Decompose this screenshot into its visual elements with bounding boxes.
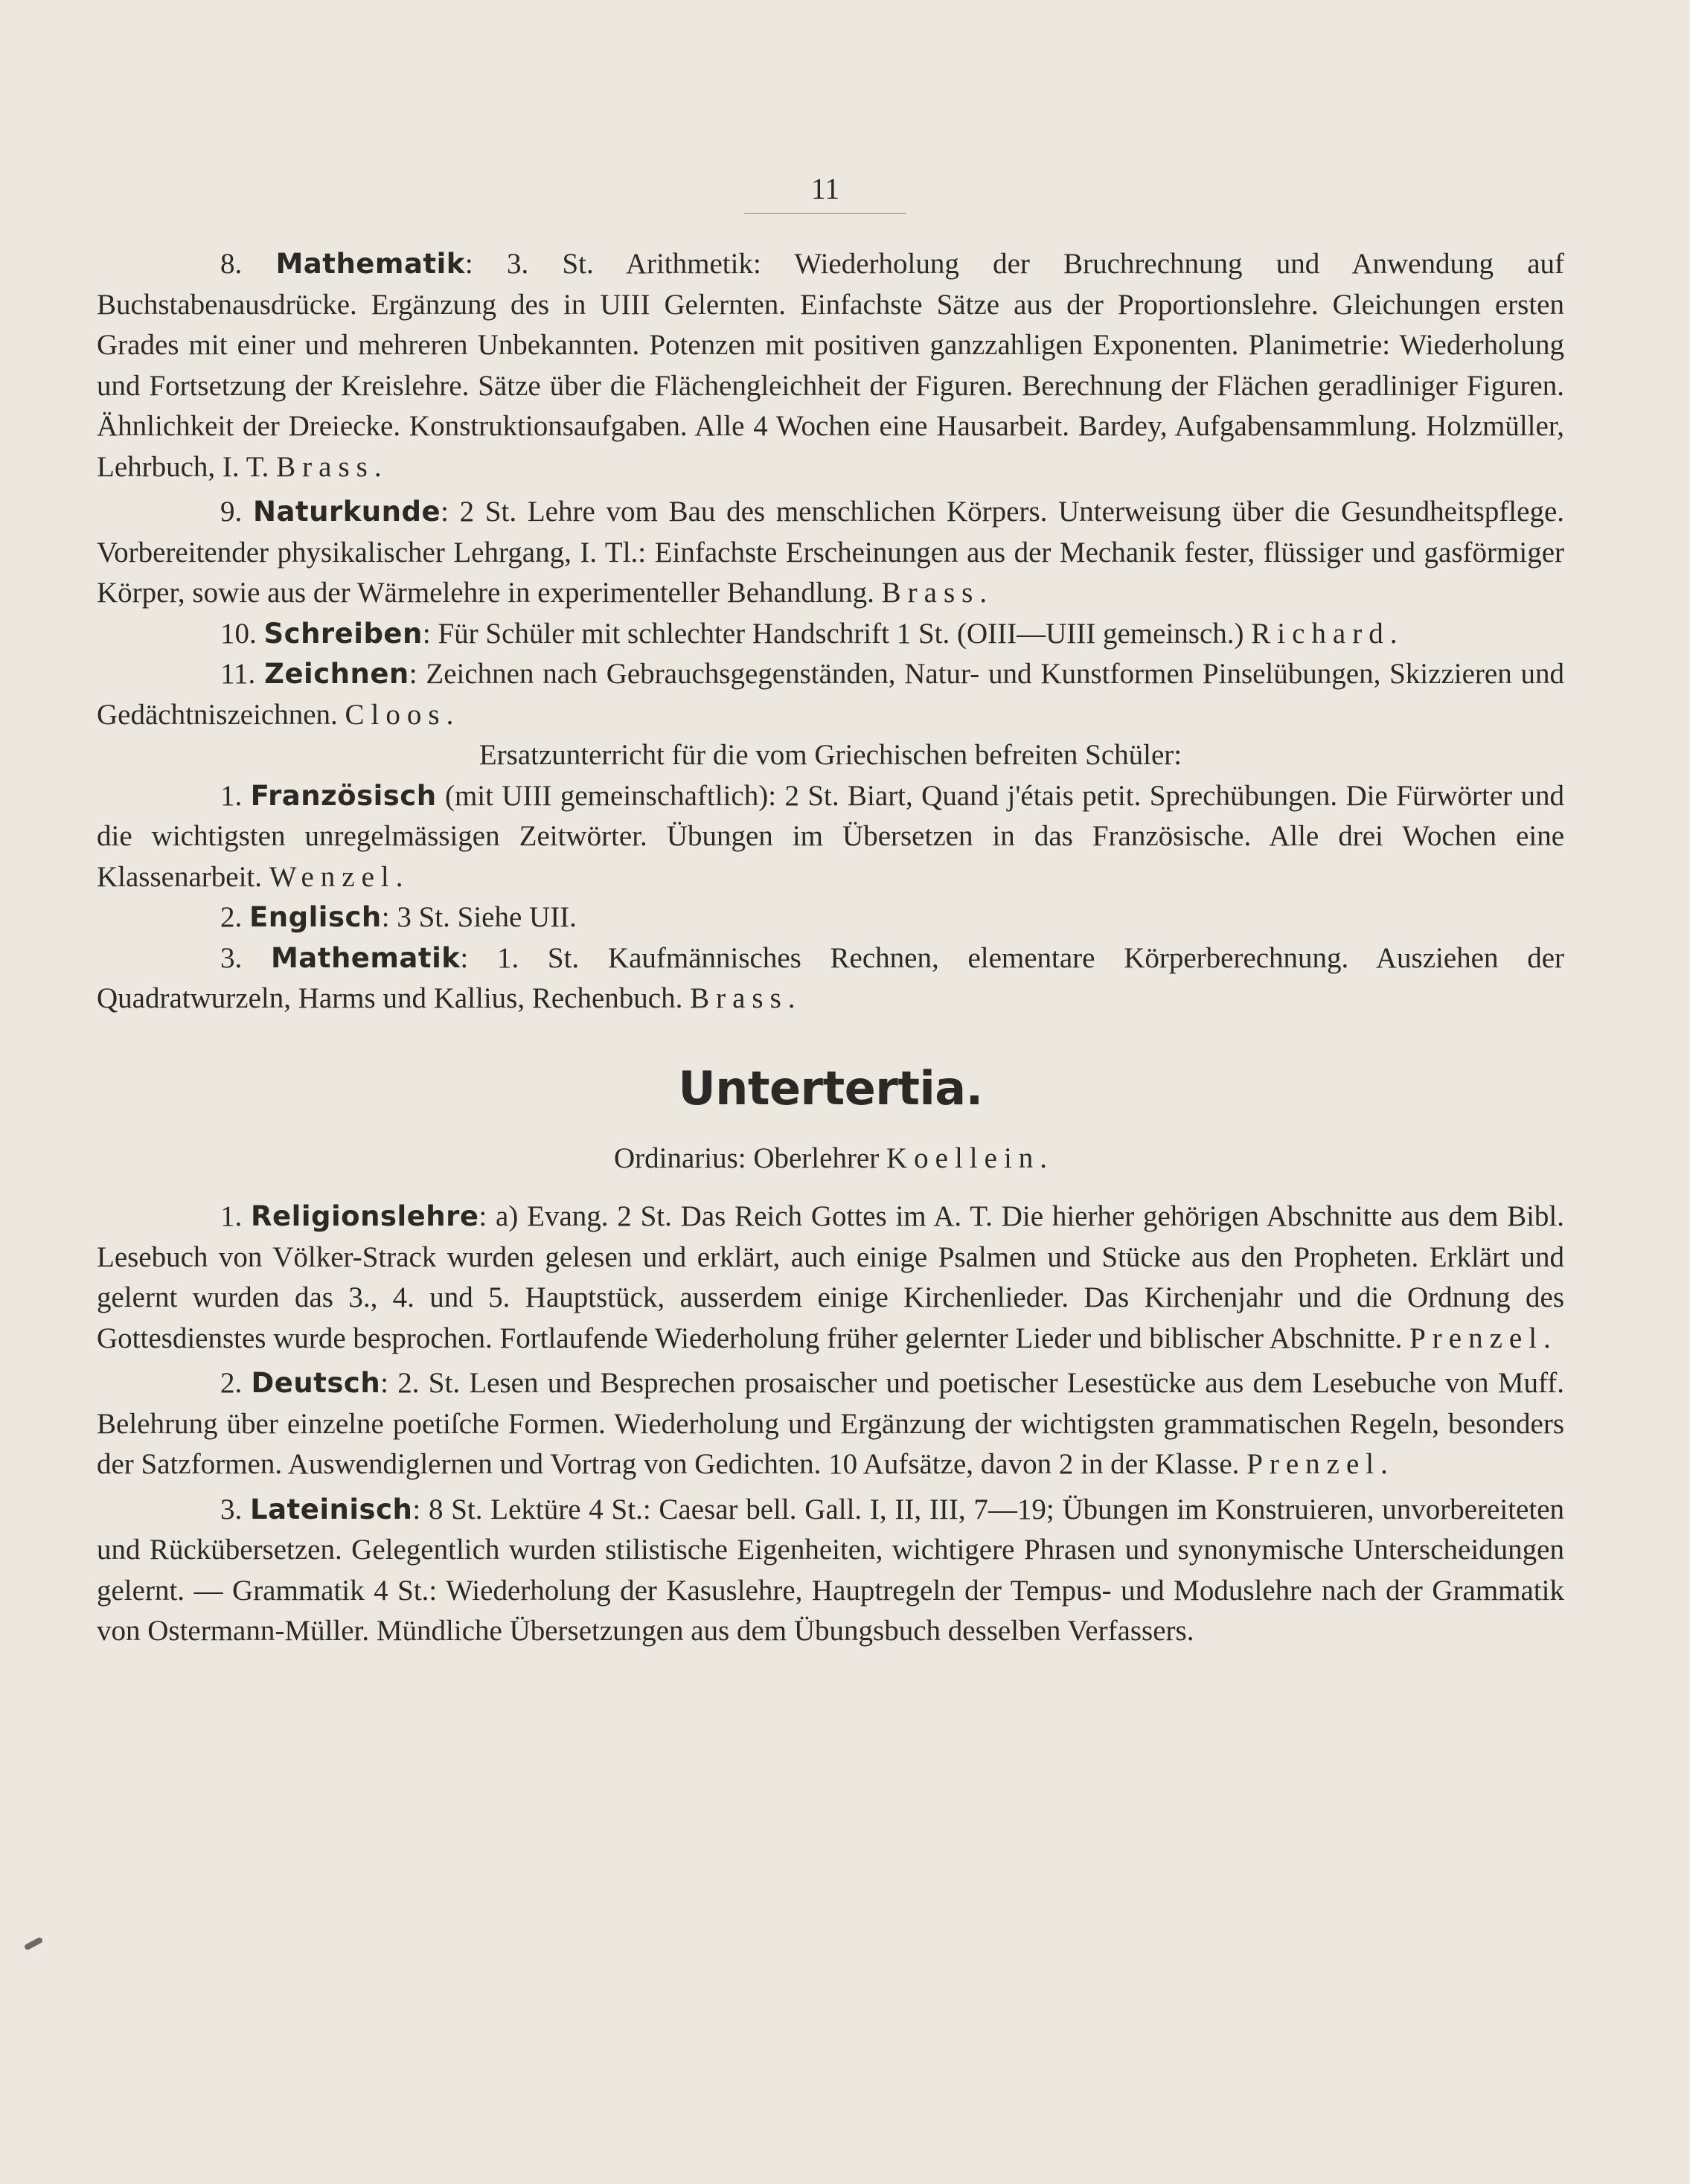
punctuation: . <box>1389 617 1398 650</box>
item-number: 9. <box>220 496 243 528</box>
punctuation: . <box>1543 1322 1551 1354</box>
separator: : <box>380 1367 389 1399</box>
paragraph-text: 2. St. Lesen und Besprechen prosaischer und poetischer Lesestücke aus dem Lesebuche von Muff. Belehrung über einzelne poetiſche Formen. Wiederholung und Ergänzung der wichtigsten grammatischen Regeln, besonders der Satzformen. Auswendiglernen und Vortrag von Gedichten. 10 Aufsätze, davon 2 in der Klasse. <box>97 1367 1565 1480</box>
subject-heading: Mathematik <box>270 941 461 974</box>
separator: : <box>409 658 417 690</box>
item-number: 11. <box>220 658 256 690</box>
item-number: 3. <box>220 1493 243 1525</box>
ordinarius-label: Ordinarius: Oberlehrer <box>613 1141 886 1174</box>
subject-heading: Schreiben <box>263 617 423 650</box>
item-number: 3. <box>220 941 243 974</box>
item-number: 1. <box>220 1200 243 1232</box>
subject-heading: Französisch <box>250 779 437 812</box>
margin-pencil-mark <box>24 1936 44 1950</box>
paragraph-englisch <box>97 897 1564 938</box>
separator: : <box>464 248 473 280</box>
teacher-name: Brass <box>276 450 374 483</box>
separator: : <box>422 617 431 650</box>
paragraph-text: 8 St. Lektüre 4 St.: Caesar bell. Gall. I, II, III, 7—19; Übungen im Konstruieren, unvorbereiteten und Rückübersetzen. Gelegentlich wurden stilistische Eigenheiten, wichtigere Phrasen und synonymische Unterscheidungen gelernt. — Grammatik 4 St.: Wiederholung der Kasuslehre, Hauptregeln der Tempus- und Moduslehre nach der Grammatik von Ostermann-Müller. Mündliche Übersetzungen aus dem Übungsbuch desselben Verfassers. <box>97 1493 1564 1647</box>
paragraph-mathematik-ersatz <box>97 938 1564 1019</box>
punctuation: . <box>787 982 796 1014</box>
punctuation: . <box>395 860 403 893</box>
paragraph-text: a) Evang. 2 St. Das Reich Gottes im A. T. Die hierher gehörigen Abschnitte aus dem Bibl. Lesebuch von Völker-Strack wurden gelesen und erklärt, auch einige Psalmen und Stücke aus den Propheten. Erklärt und gelernt wurden das 3., 4. und 5. Hauptstück, ausserdem einige Kirchenlieder. Das Kirchenjahr und die Ordnung des Gottesdienstes wurde besprochen. Fortlaufende Wiederholung früher gelernter Lieder und biblischer Abschnitte. <box>97 1200 1565 1354</box>
ordinarius-line <box>97 1139 1564 1179</box>
subject-heading: Zeichnen <box>264 658 409 690</box>
section-heading: Untertertia. <box>678 1060 983 1115</box>
separator: : <box>412 1493 421 1525</box>
paragraph-text: 3. St. Arithmetik: Wiederholung der Bruchrechnung und Anwendung auf Buchstabenausdrücke. Ergänzung des in UIII Gelernten. Einfachste Sätze aus der Proportionslehre. Gleichungen ersten Grades mit einer und mehreren Unbekannten. Potenzen mit positiven ganzzahligen Exponenten. Planimetrie: Wiederholung und Fortsetzung der Kreislehre. Sätze über die Flächengleichheit der Figuren. Berechnung der Flächen geradliniger Figuren. Ähnlichkeit der Dreiecke. Konstruktionsaufgaben. Alle 4 Wochen eine Hausarbeit. Bardey, Aufgabensammlung. Holzmüller, Lehrbuch, I. T. <box>97 248 1565 483</box>
separator: : <box>381 901 390 933</box>
page-body <box>97 244 1564 1652</box>
paragraph-text: 3 St. Siehe UII. <box>389 901 577 933</box>
paragraph-deutsch <box>97 1363 1564 1485</box>
teacher-name: Brass <box>690 982 788 1014</box>
paragraph-schreiben <box>97 614 1564 655</box>
item-number: 2. <box>220 901 243 933</box>
ersatz-intro: Ersatzunterricht für die vom Griechischen befreiten Schüler: <box>478 739 1182 771</box>
paragraph-text: (mit UIII gemeinschaftlich): 2 St. Biart, Quand j'étais petit. Sprechübungen. Die Fürwörter und die wichtigsten unregelmässigen Zeitwörter. Übungen im Übersetzen in das Französische. Alle drei Wochen eine Klassenarbeit. <box>97 779 1565 893</box>
item-number: 2. <box>220 1367 243 1399</box>
page-number: 11 <box>744 173 906 214</box>
item-number: 10. <box>220 617 257 650</box>
punctuation: . <box>1380 1448 1388 1480</box>
subject-heading: Mathematik <box>275 248 465 280</box>
paragraph-text: 1. St. Kaufmännisches Rechnen, elementare Körperberechnung. Ausziehen der Quadratwurzeln, Harms und Kallius, Rechenbuch. <box>97 941 1564 1014</box>
paragraph-text: Für Schüler mit schlechter Handschrift 1 St. (OIII—UIII gemeinsch.) <box>430 617 1252 650</box>
subject-heading: Religionslehre <box>251 1200 479 1232</box>
paragraph-franzoesisch <box>97 776 1564 898</box>
item-number: 1. <box>220 779 243 812</box>
teacher-name: Richard <box>1251 617 1390 650</box>
subject-heading: Naturkunde <box>252 496 441 528</box>
punctuation: . <box>1040 1141 1048 1174</box>
subject-heading: Deutsch <box>251 1367 381 1399</box>
punctuation: . <box>979 577 988 609</box>
paragraph-text: Zeichnen nach Gebrauchsgegenständen, Natur- und Kunstformen Pinselübungen, Skizzieren und Gedächtniszeichnen. <box>97 658 1564 731</box>
paragraph-zeichnen <box>97 654 1564 735</box>
punctuation: . <box>446 698 454 731</box>
separator: : <box>478 1200 487 1232</box>
item-number: 8. <box>220 248 243 280</box>
separator: : <box>460 941 469 974</box>
subject-heading: Englisch <box>249 901 382 933</box>
paragraph-naturkunde <box>97 492 1564 614</box>
separator: : <box>441 496 449 528</box>
teacher-name: Prenzel <box>1246 1448 1381 1480</box>
teacher-name: Brass <box>881 577 980 609</box>
subject-heading: Lateinisch <box>250 1493 413 1525</box>
teacher-name: Cloos <box>345 698 446 731</box>
paragraph-religionslehre <box>97 1197 1564 1359</box>
paragraph-lateinisch <box>97 1490 1564 1652</box>
ordinarius-name: Koellein <box>886 1141 1040 1174</box>
teacher-name: Prenzel <box>1409 1322 1544 1354</box>
paragraph-text: 2 St. Lehre vom Bau des menschlichen Körpers. Unterweisung über die Gesundheitspflege. Vorbereitender physikalischer Lehrgang, I. Tl.: Einfachste Erscheinungen aus der Mechanik fester, flüssiger und gasförmiger Körper, sowie aus der Wärmelehre in experimenteller Behandlung. <box>97 496 1564 609</box>
teacher-name: Wenzel <box>269 860 396 893</box>
paragraph-mathematik <box>97 244 1564 487</box>
punctuation: . <box>374 450 382 483</box>
